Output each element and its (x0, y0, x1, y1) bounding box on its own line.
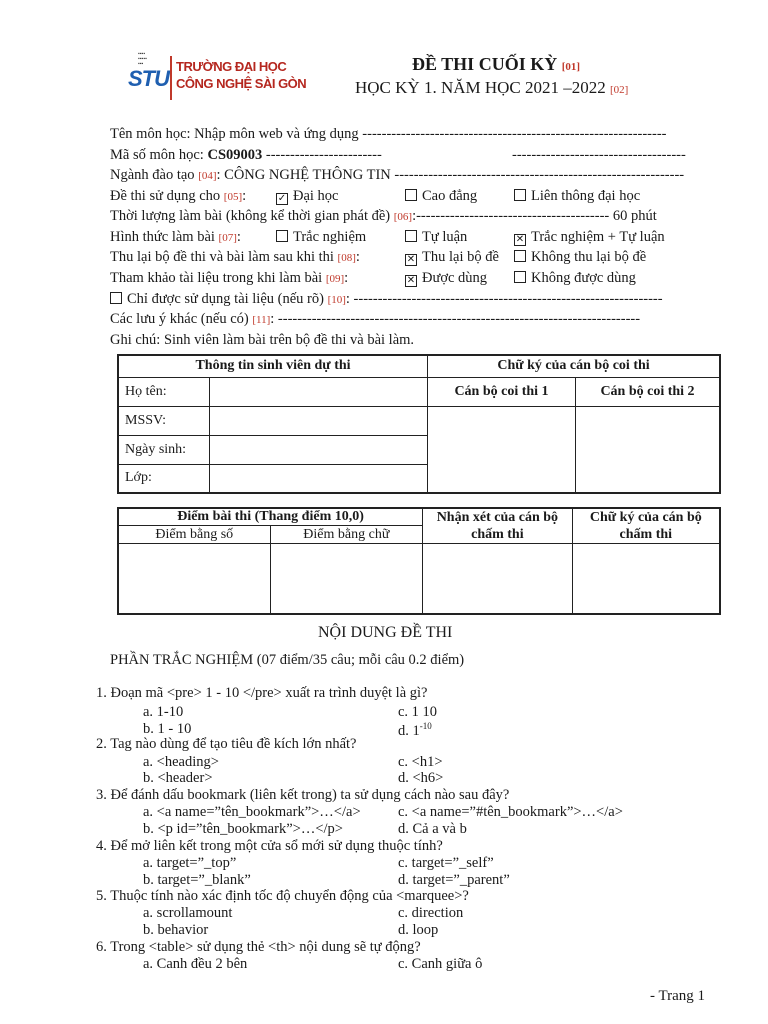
opt-label: Trắc nghiệm + Tự luận (531, 229, 665, 245)
format-opt-1[interactable] (276, 227, 366, 247)
used-for-line: Đề thi sử dụng cho [05]: (110, 188, 247, 204)
option-d: d. Cả a và b (398, 821, 467, 837)
option-d (398, 721, 432, 740)
option-a: a. scrollamount (143, 905, 233, 921)
logo-small-text: ▪▪▪▪ ▪▪▪▪▪ ▪▪▪ (138, 51, 147, 67)
tag-06: [06] (393, 211, 413, 223)
format-opt-2[interactable] (405, 227, 467, 247)
exam-term (355, 78, 628, 98)
used-for-opt-2[interactable] (405, 186, 477, 206)
score-number-label: Điểm bằng số (118, 526, 270, 544)
ref-opt-2[interactable] (514, 268, 636, 288)
logo-name (176, 58, 306, 92)
major-label: Ngành đào tạo (110, 167, 199, 183)
proctor1-label: Cán bộ coi thi 1 (428, 377, 576, 406)
option-b: b. <header> (143, 770, 213, 786)
opt-label: Thu lại bộ đề (422, 249, 499, 265)
row-label-mssv: MSSV: (118, 406, 210, 435)
collect-line: Thu lại bộ đề thi và bài làm sau khi thi [08]: (110, 249, 360, 265)
tag-10: [10] (327, 294, 346, 306)
exam-title (412, 54, 580, 75)
tag-01: [01] (561, 61, 581, 73)
tag-11: [11] (252, 314, 271, 326)
collect-label: Thu lại bộ đề thi và bài làm sau khi thi (110, 249, 338, 265)
proctor-sign-header: Chữ ký của cán bộ coi thi (428, 355, 721, 377)
score-text-label: Điểm bằng chữ (270, 526, 423, 544)
duration-line (110, 206, 657, 227)
row-label-name: Họ tên: (118, 377, 210, 406)
checkbox-icon[interactable] (514, 189, 526, 201)
comment-header: Nhận xét của cán bộ chấm thi (423, 508, 572, 544)
other-line (110, 309, 640, 330)
opt-label: Cao đẳng (422, 188, 478, 204)
option-c: c. 1 10 (398, 704, 438, 720)
used-for-opt-1[interactable] (276, 186, 339, 206)
option-a: a. 1-10 (143, 704, 184, 720)
ref-label: Tham khảo tài liệu trong khi làm bài (110, 270, 326, 286)
dashes: : --------------------------------------------------------------------------- (270, 311, 641, 327)
opt-label: Không được dùng (531, 270, 636, 286)
major-line (110, 165, 684, 186)
score-header: Điểm bài thi (Thang điểm 10,0) (118, 508, 423, 526)
logo-divider (170, 56, 172, 100)
course-code-label: Mã số môn học: (110, 147, 208, 163)
used-for-opt-3[interactable] (514, 186, 640, 206)
course-code-line (110, 145, 382, 165)
option-d-sup: -10 (419, 721, 432, 731)
checkbox-icon[interactable] (110, 292, 122, 304)
grader-sign-box[interactable] (572, 544, 720, 614)
exam-term-text: HỌC KỲ 1. NĂM HỌC 2021 –2022 (355, 78, 606, 97)
major-value: : CÔNG NGHỆ THÔNG TIN ------------------------------------------------------------ (216, 167, 685, 183)
tag-09: [09] (325, 273, 345, 285)
checkbox-crossed-icon[interactable]: ✕ (406, 275, 416, 286)
only-docs-label: Chỉ được sử dụng tài liệu (nếu rõ) (127, 291, 328, 307)
checkbox-icon[interactable] (514, 271, 526, 283)
option-b: b. behavior (143, 922, 209, 938)
exam-title-text: ĐỀ THI CUỐI KỲ (412, 54, 558, 74)
class-field[interactable] (210, 464, 428, 493)
opt-label: Được dùng (422, 270, 488, 286)
opt-label: Trắc nghiệm (293, 229, 367, 245)
option-c: c. direction (398, 905, 464, 921)
logo-name-line1: TRƯỜNG ĐẠI HỌC (176, 59, 287, 74)
opt-label: Liên thông đại học (531, 188, 641, 204)
tag-08: [08] (337, 252, 356, 264)
format-line: Hình thức làm bài [07]: (110, 229, 241, 245)
ref-line: Tham khảo tài liệu trong khi làm bài [09]: (110, 270, 349, 286)
option-c: c. Canh giữa ô (398, 956, 483, 972)
other-label: Các lưu ý khác (nếu có) (110, 311, 253, 327)
section-title: NỘI DUNG ĐỀ THI (318, 624, 453, 641)
checkbox-icon[interactable] (405, 189, 417, 201)
checkbox-icon[interactable] (514, 250, 526, 262)
question-3: 3. Để đánh dấu bookmark (liên kết trong) ta sử dụng cách nào sau đây? (96, 787, 510, 803)
question-4: 4. Để mở liên kết trong một cửa sổ mới sử dụng thuộc tính? (96, 838, 443, 854)
option-d-text: d. 1 (398, 722, 420, 739)
option-c: c. <a name=”#tên_bookmark”>…</a> (398, 804, 623, 820)
used-for-label: Đề thi sử dụng cho (110, 188, 224, 204)
note: Ghi chú: Sinh viên làm bài trên bộ đề thi và bài làm. (110, 332, 415, 348)
option-b: b. 1 - 10 (143, 721, 192, 737)
option-d: d. loop (398, 922, 439, 938)
score-text-box[interactable] (270, 544, 423, 614)
subsection-title: PHẦN TRẮC NGHIỆM (07 điểm/35 câu; mỗi câu 0.2 điểm) (110, 652, 465, 668)
logo-abbr: STU (128, 66, 169, 91)
duration-label: Thời lượng làm bài (không kể thời gian phát đề) (110, 208, 394, 224)
dashes: ------------------------ (262, 147, 382, 163)
page-number: - Trang 1 (650, 988, 706, 1004)
question-1: 1. Đoạn mã <pre> 1 - 10 </pre> xuất ra trình duyệt là gì? (96, 685, 428, 701)
row-label-class: Lớp: (118, 464, 210, 493)
option-c: c. <h1> (398, 754, 443, 770)
row-label-dob: Ngày sinh: (118, 435, 210, 464)
course-code: CS09003 (207, 147, 263, 163)
checkbox-crossed-icon[interactable]: ✕ (406, 254, 416, 265)
question-2: 2. Tag nào dùng để tạo tiêu đề kích lớn nhất? (96, 736, 357, 752)
proctor2-label: Cán bộ coi thi 2 (576, 377, 721, 406)
duration-value: :---------------------------------------- 60 phút (412, 208, 657, 224)
student-info-table (117, 354, 721, 494)
grader-sign-header: Chữ ký của cán bộ chấm thi (572, 508, 720, 544)
option-b: b. target=”_blank” (143, 872, 251, 888)
option-a: a. <heading> (143, 754, 219, 770)
option-d: d. <h6> (398, 770, 444, 786)
format-opt-3[interactable] (514, 227, 665, 247)
only-docs-line (110, 289, 663, 310)
tag-07: [07] (218, 232, 237, 244)
opt-label: Tự luận (422, 229, 468, 245)
option-a: a. Canh đều 2 bên (143, 956, 248, 972)
student-info-header: Thông tin sinh viên dự thi (118, 355, 428, 377)
opt-label: Đại học (293, 188, 339, 204)
checkbox-checked-icon[interactable]: ✓ (277, 193, 287, 204)
grading-table (117, 507, 721, 615)
checkbox-icon[interactable] (405, 230, 417, 242)
mssv-field[interactable] (210, 406, 428, 435)
name-field[interactable] (210, 377, 428, 406)
checkbox-crossed-icon[interactable]: ✕ (515, 234, 525, 245)
proctor2-sign-box[interactable] (576, 406, 721, 493)
opt-label: Không thu lại bộ đề (531, 249, 647, 265)
option-d: d. target=”_parent” (398, 872, 510, 888)
course-name: Tên môn học: Nhập môn web và ứng dụng --------------------------------------------------------------- (110, 126, 667, 142)
option-a: a. <a name=”tên_bookmark”>…</a> (143, 804, 361, 820)
question-6: 6. Trong <table> sử dụng thẻ <th> nội dung sẽ tự động? (96, 939, 421, 955)
tag-02: [02] (610, 84, 629, 96)
format-label: Hình thức làm bài (110, 229, 219, 245)
tag-04: [04] (198, 170, 217, 182)
option-c: c. target=”_self” (398, 855, 494, 871)
logo-name-line2: CÔNG NGHỆ SÀI GÒN (176, 76, 307, 91)
collect-opt-2[interactable] (514, 247, 646, 267)
option-b: b. <p id=”tên_bookmark”>…</p> (143, 821, 343, 837)
collect-opt-1[interactable] (405, 247, 499, 267)
dob-field[interactable] (210, 435, 428, 464)
ref-opt-1[interactable] (405, 268, 487, 288)
option-a: a. target=”_top” (143, 855, 237, 871)
comment-box[interactable] (423, 544, 572, 614)
checkbox-icon[interactable] (276, 230, 288, 242)
course-code-dashes: ------------------------------------ (512, 147, 686, 163)
score-number-box[interactable] (118, 544, 270, 614)
tag-05: [05] (223, 191, 243, 203)
proctor1-sign-box[interactable] (428, 406, 576, 493)
question-5: 5. Thuộc tính nào xác định tốc độ chuyển động của <marquee>? (96, 888, 469, 904)
dashes: : ---------------------------------------------------------------- (345, 291, 663, 307)
